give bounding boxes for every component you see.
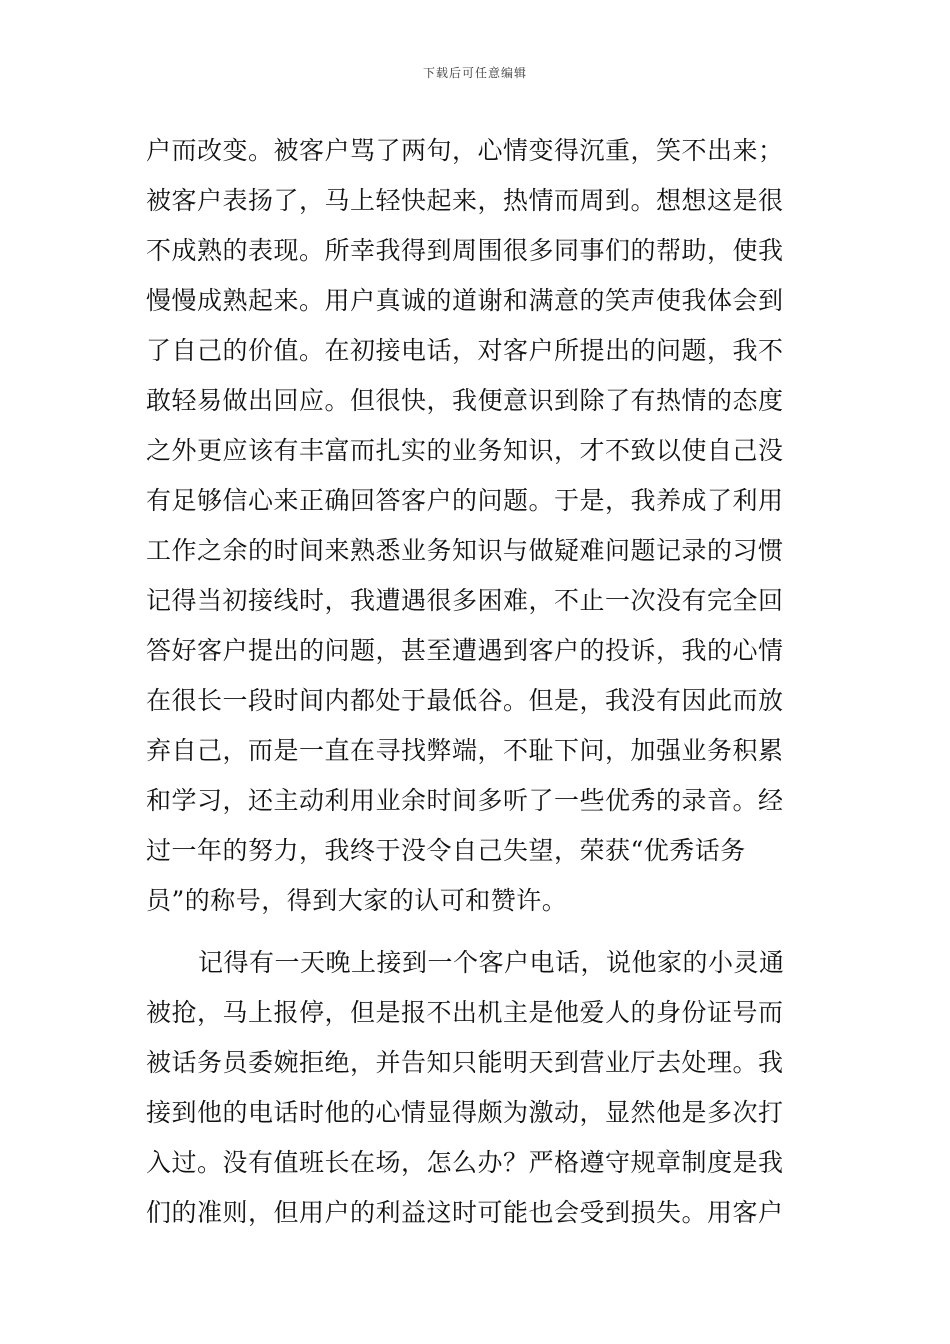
text-line: 被抢，马上报停，但是报不出机主是他爱人的身份证号而 [146,998,784,1027]
text-line: 弃自己，而是一直在寻找弊端，不耻下问，加强业务积累 [146,736,784,765]
text-line: 们的准则，但用户的利益这时可能也会受到损失。用客户 [146,1198,784,1227]
paragraph-1 [146,126,810,926]
text-line: 不成熟的表现。所幸我得到周围很多同事们的帮助，使我 [146,236,784,265]
text-line: 被话务员委婉拒绝，并告知只能明天到营业厅去处理。我 [146,1048,784,1077]
text-line: 记得当初接线时，我遭遇很多困难，不止一次没有完全回 [146,586,784,615]
text-line: 过一年的努力，我终于没令自己失望，荣获“优秀话务 [146,836,746,865]
paragraph-gap [146,926,810,938]
text-line: 员”的称号，得到大家的认可和赞许。 [146,886,568,915]
text-line: 入过。没有值班长在场，怎么办？严格遵守规章制度是我 [146,1148,784,1177]
text-line: 户而改变。被客户骂了两句，心情变得沉重，笑不出来； [146,136,784,165]
text-line: 和学习，还主动利用业余时间多听了一些优秀的录音。经 [146,786,784,815]
text-line: 答好客户提出的问题，甚至遭遇到客户的投诉，我的心情 [146,636,784,665]
document-body [146,126,810,1238]
text-line: 之外更应该有丰富而扎实的业务知识，才不致以使自己没 [146,436,784,465]
text-line: 工作之余的时间来熟悉业务知识与做疑难问题记录的习惯 [146,536,784,565]
text-line: 接到他的电话时他的心情显得颇为激动，显然他是多次打 [146,1098,784,1127]
text-line: 被客户表扬了，马上轻快起来，热情而周到。想想这是很 [146,186,784,215]
text-line: 敢轻易做出回应。但很快，我便意识到除了有热情的态度 [146,386,784,415]
page-header-note: 下载后可任意编辑 [422,66,527,80]
paragraph-2 [146,938,810,1238]
text-line: 在很长一段时间内都处于最低谷。但是，我没有因此而放 [146,686,784,715]
text-line: 慢慢成熟起来。用户真诚的道谢和满意的笑声使我体会到 [146,286,784,315]
text-line: 有足够信心来正确回答客户的问题。于是，我养成了利用 [146,486,784,515]
text-line: 了自己的价值。在初接电话，对客户所提出的问题，我不 [146,336,784,365]
text-line: 记得有一天晚上接到一个客户电话，说他家的小灵通 [198,948,785,977]
